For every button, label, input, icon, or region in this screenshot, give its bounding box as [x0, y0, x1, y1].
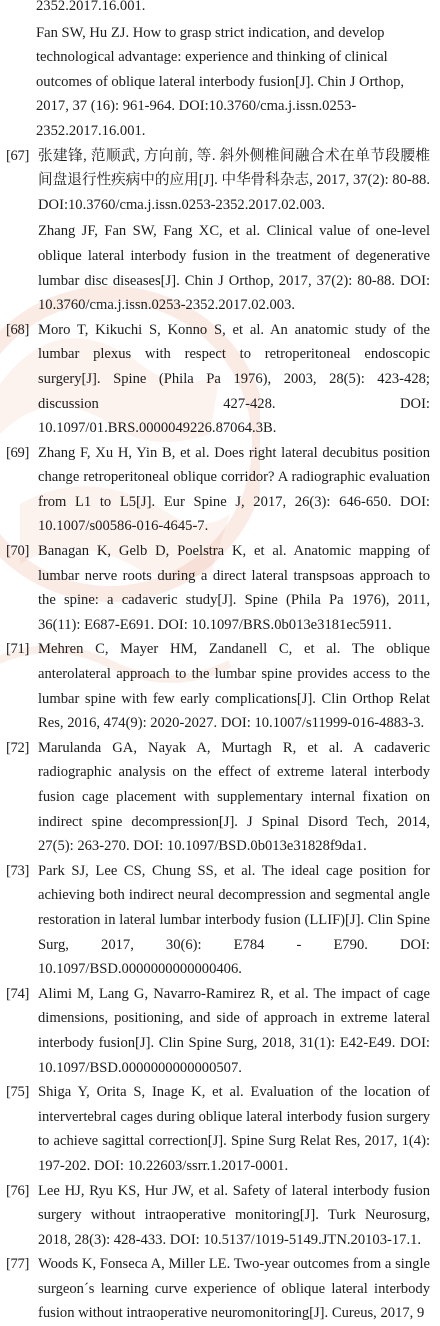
- reference-item: [6, 1080, 430, 1178]
- reference-item: [6, 736, 430, 859]
- reference-text: Banagan K, Gelb D, Poelstra K, et al. Anatomic mapping of lumbar nerve roots during a direct lateral transpsoas approach to the spine: a cadaveric study[J]. Spine (Phila Pa 1976), 2011, 36(11): E687-E691. DOI: 10.1097/BRS.0b013e3181ec5911.: [38, 543, 430, 633]
- reference-text: Mehren C, Mayer HM, Zandanell C, et al. The oblique anterolateral approach to the lumbar spine provides access to the lumbar spine with few early complications[J]. Clin Orthop Relat Res, 2016, 474(9): 2020-2027. DOI: 10.1007/s11999-016-4883-3.: [38, 641, 430, 732]
- reference-number: [73]: [6, 862, 30, 879]
- reference-item: [6, 982, 430, 1080]
- reference-text: Park SJ, Lee CS, Chung SS, et al. The ideal cage position for achieving both indirect neural decompression and segmental angle restoration in lateral lumbar interbody fusion (LLIF)[J]. Clin Spine Surg, 2017, 30(6): E784 - E790. DOI: 10.1097/BSD.0000000000000406.: [38, 862, 430, 978]
- reference-translation: Zhang JF, Fan SW, Fang XC, et al. Clinical value of one-level oblique lateral interbody fusion in the treatment of degenerative lumbar disc diseases[J]. Chin J Orthop, 2017, 37(2): 80-88. DOI: 10.3760/cma.j.issn.0253-2352.2017.02.003.: [38, 223, 430, 314]
- reference-continuation-translation: Fan SW, Hu ZJ. How to grasp strict indication, and develop technological advantage: experience and thinking of clinical outcomes of oblique lateral interbody fusion[J]. Chin J Orthop, 2017, 37 (16): 961-964. DOI:10.3760/cma.j.issn.0253-2352.2017.16.001.: [36, 24, 405, 139]
- reference-number: [71]: [6, 641, 30, 658]
- reference-item: [6, 637, 430, 735]
- reference-text: Shiga Y, Orita S, Inage K, et al. Evaluation of the location of intervertebral cages during oblique lateral interbody fusion surgery to achieve sagittal correction[J]. Spine Surg Relat Res, 2017, 1(4): 197-202. DOI: 10.22603/ssrr.1.2017-0001.: [38, 1084, 430, 1174]
- reference-item: [6, 318, 430, 441]
- reference-text: 张建锋, 范顺武, 方向前, 等. 斜外侧椎间融合术在单节段腰椎间盘退行性疾病中的应用[J]. 中华骨科杂志, 2017, 37(2): 80-88. DOI:10.3760/cma.j.issn.0253-2352.2017.02.003.: [38, 147, 430, 213]
- reference-number: [77]: [6, 1256, 30, 1273]
- reference-number: [76]: [6, 1182, 30, 1199]
- reference-text: Zhang F, Xu H, Yin B, et al. Does right lateral decubitus position change retroperitoneal oblique corridor? A radiographic evaluation from L1 to L5[J]. Eur Spine J, 2017, 26(3): 646-650. DOI: 10.1007/s00586-016-4645-7.: [38, 444, 430, 535]
- reference-item: [6, 539, 430, 637]
- reference-text: Woods K, Fonseca A, Miller LE. Two-year outcomes from a single surgeon´s learning curve experience of oblique lateral interbody fusion without intraoperative neuromonitoring[J]. Cureus, 2017, 9: [38, 1256, 430, 1322]
- reference-number: [70]: [6, 543, 30, 560]
- reference-number: [72]: [6, 739, 30, 756]
- reference-number: [75]: [6, 1084, 30, 1101]
- reference-number: [68]: [6, 321, 30, 338]
- reference-item: [6, 859, 430, 982]
- reference-continuation: [6, 0, 430, 144]
- reference-continuation-line: 2352.2017.16.001.: [36, 0, 146, 14]
- reference-number: [74]: [6, 985, 30, 1002]
- reference-text: Lee HJ, Ryu KS, Hur JW, et al. Safety of lateral interbody fusion surgery without intraoperative monitoring[J]. Turk Neurosurg, 2018, 28(3): 428-433. DOI: 10.5137/1019-5149.JTN.20103-17.1.: [38, 1182, 430, 1248]
- reference-text: Alimi M, Lang G, Navarro-Ramirez R, et al. The impact of cage dimensions, positioning, and side of approach in extreme lateral interbody fusion[J]. Clin Spine Surg, 2018, 31(1): E42-E49. DOI: 10.1097/BSD.0000000000000507.: [38, 985, 430, 1076]
- reference-number: [67]: [6, 147, 30, 164]
- reference-item: [6, 1179, 430, 1253]
- reference-item: [6, 1252, 430, 1326]
- reference-item: [6, 441, 430, 539]
- reference-text: Moro T, Kikuchi S, Konno S, et al. An anatomic study of the lumbar plexus with respect to retroperitoneal endoscopic surgery[J]. Spine (Phila Pa 1976), 2003, 28(5): 423-428; discussion 427-428. DOI: 10.1097/01.BRS.0000049226.87064.3B.: [38, 321, 430, 437]
- reference-number: [69]: [6, 444, 30, 461]
- reference-text: Marulanda GA, Nayak A, Murtagh R, et al. A cadaveric radiographic analysis on the effect of extreme lateral interbody fusion cage placement with supplementary internal fixation on indirect spine decompression[J]. J Spinal Disord Tech, 2014, 27(5): 263-270. DOI: 10.1097/BSD.0b013e31828f9da1.: [38, 739, 430, 855]
- reference-item: [6, 144, 430, 318]
